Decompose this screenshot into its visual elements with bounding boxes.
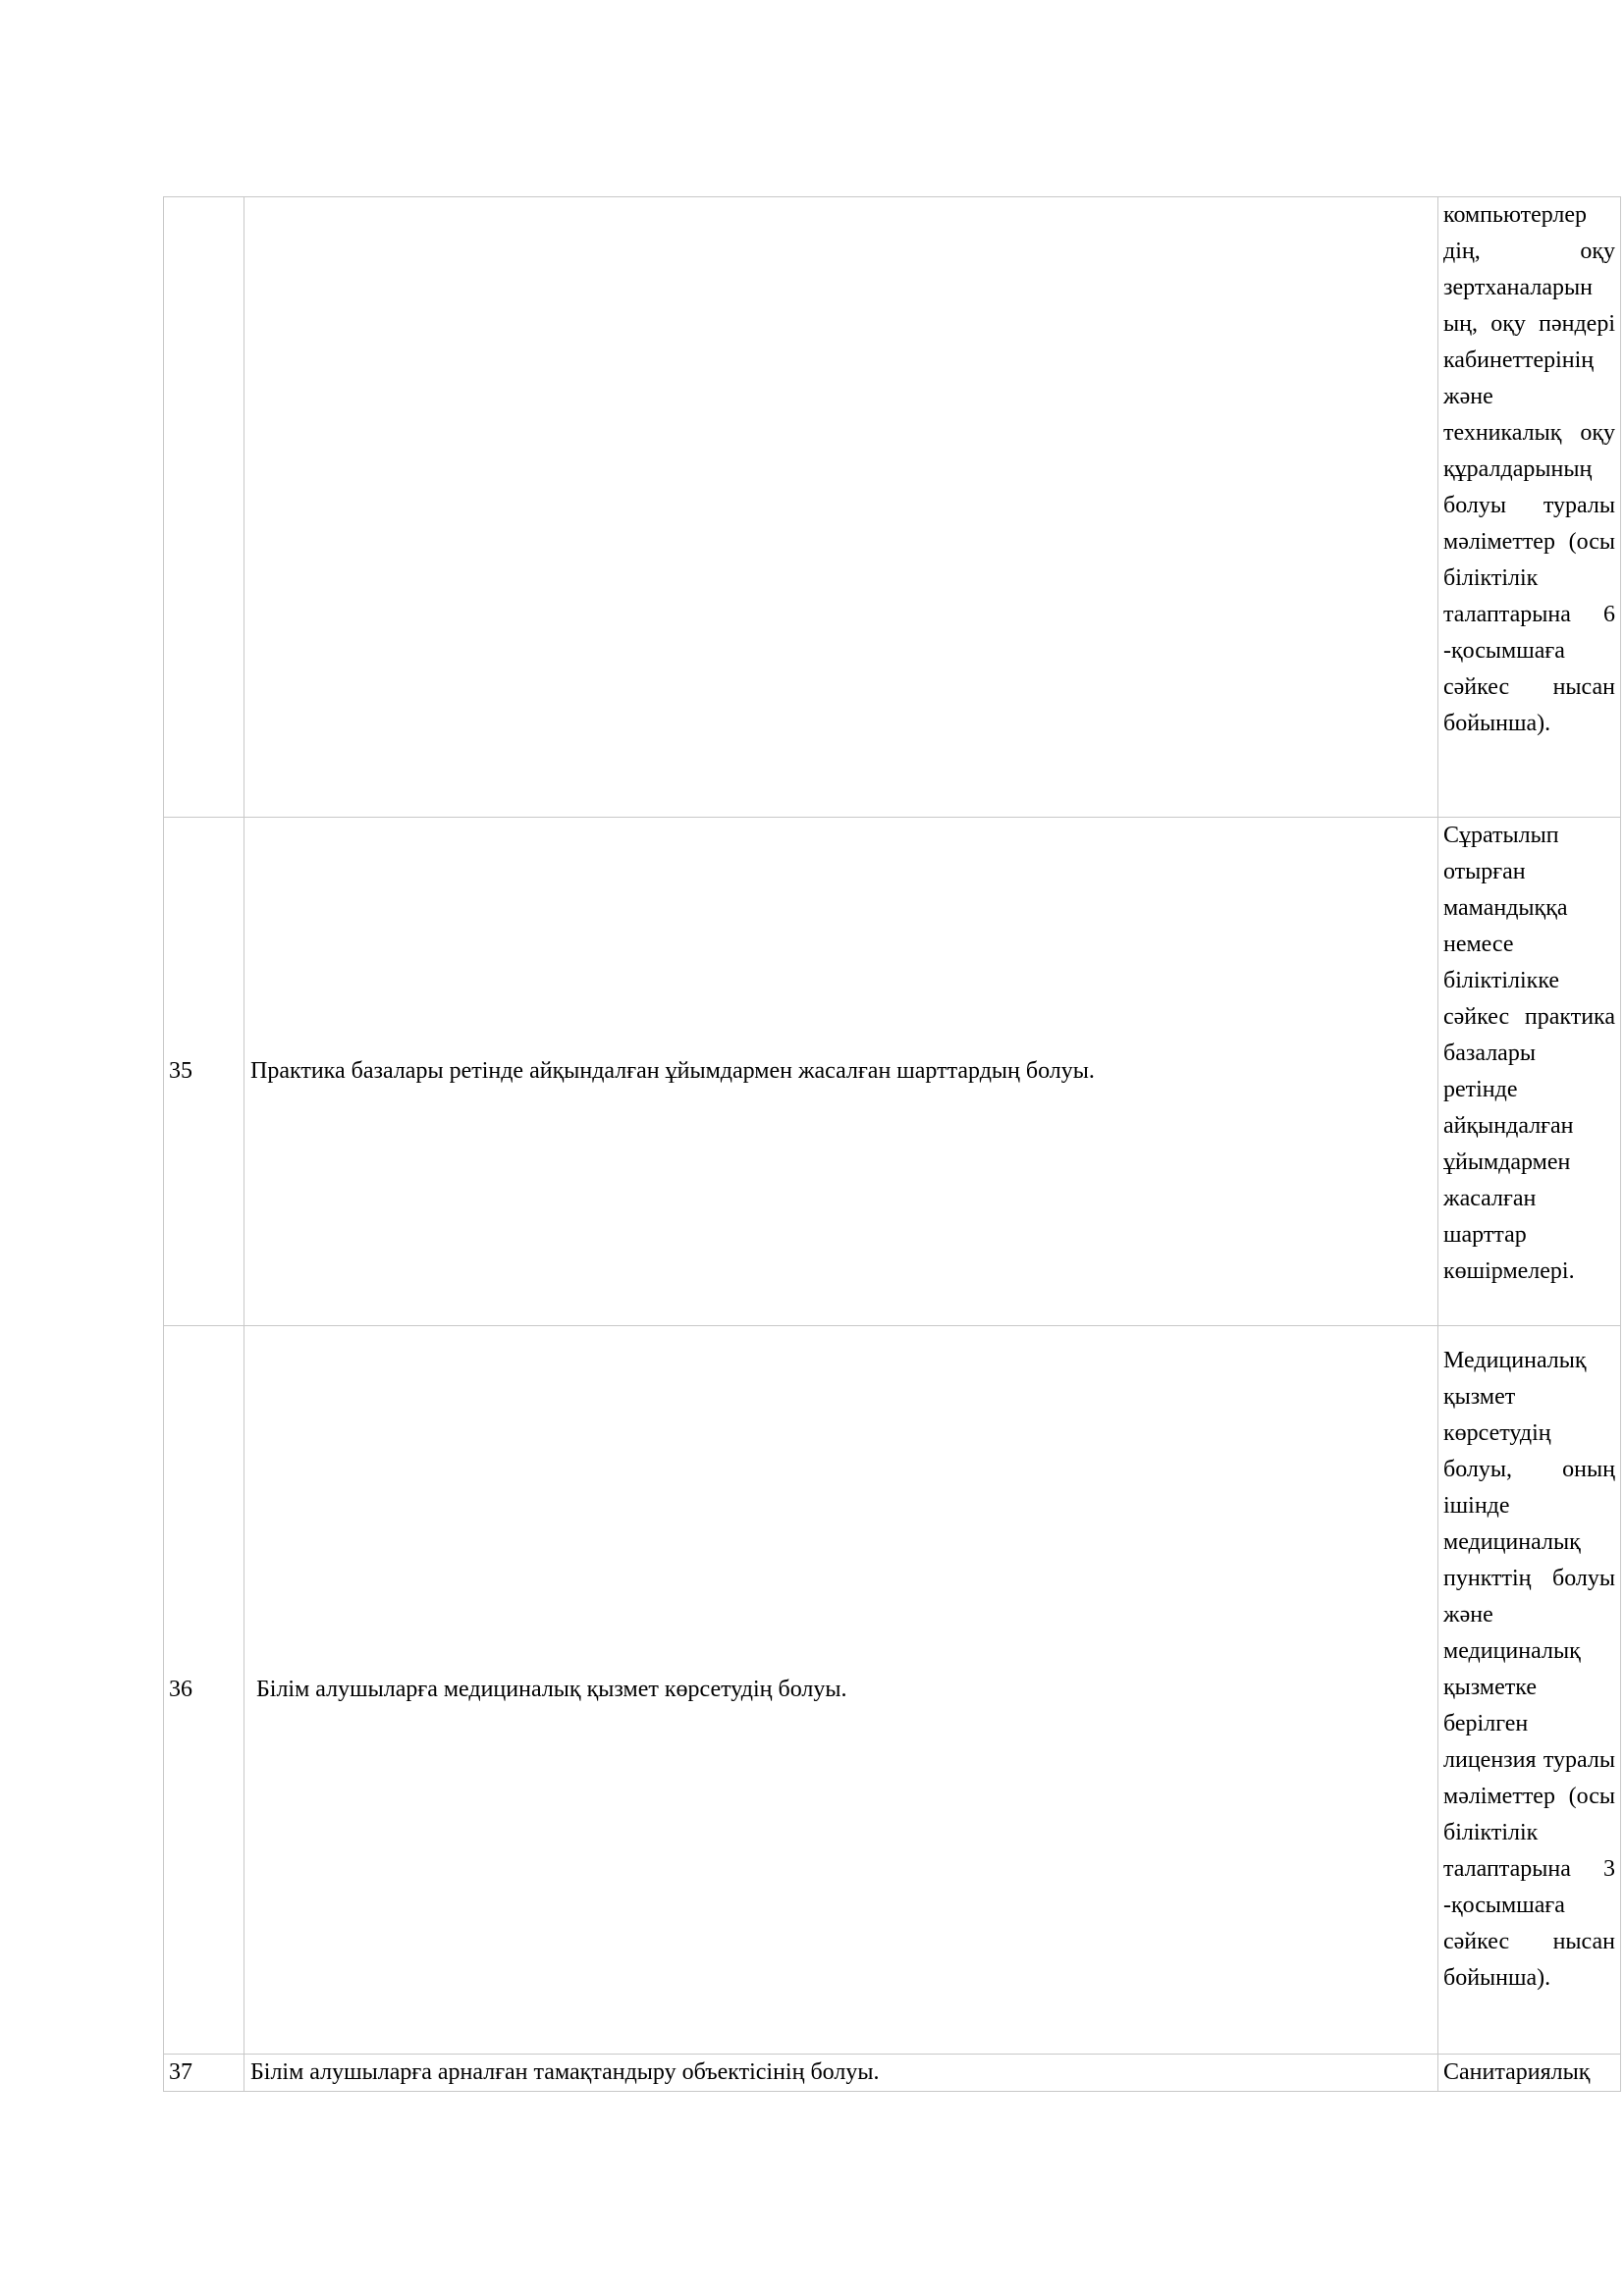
requirement-text: Практика базалары ретінде айқындалған ұйымдармен жасалған шарттардың болуы.: [250, 1058, 1095, 1084]
row-number-cell: [164, 818, 244, 1326]
requirement-text: Білім алушыларға арналған тамақтандыру объектісінің болуы.: [250, 2059, 880, 2085]
table-row: [164, 818, 1621, 1326]
documents-cell: [1438, 1326, 1621, 2055]
row-number: 36: [169, 1677, 192, 1702]
row-number: 35: [169, 1058, 192, 1084]
documents-text: компьютерлер дің, оқу зертханаларын ың, оқу пәндері кабинеттерінің және техникалық оқу құралдарының болуы туралы мәліметтер (осы біліктілік талаптарына 6 -қосымшаға сәйкес нысан бойынша).: [1443, 202, 1615, 736]
documents-text: Медициналық қызмет көрсетудің болуы, оның ішінде медициналық пункттің болуы және медициналық қызметке берілген лицензия туралы мәліметтер (осы біліктілік талаптарына 3 -қосымшаға сәйкес нысан бойынша).: [1443, 1348, 1615, 1991]
documents-cell: [1438, 2055, 1621, 2092]
requirement-cell: [244, 818, 1438, 1326]
requirements-table: [163, 196, 1621, 2092]
documents-text: Санитариялық: [1443, 2059, 1591, 2085]
row-number-cell: [164, 197, 244, 818]
requirement-cell: [244, 197, 1438, 818]
documents-cell: [1438, 197, 1621, 818]
documents-cell: [1438, 818, 1621, 1326]
requirement-text: Білім алушыларға медициналық қызмет көрсетудің болуы.: [250, 1677, 847, 1702]
table-row: [164, 2055, 1621, 2092]
documents-text: Сұратылып отырған мамандыққа немесе біліктілікке сәйкес практика базалары ретінде айқындалған ұйымдармен жасалған шарттар көшірмелері.: [1443, 823, 1615, 1284]
row-number-cell: [164, 1326, 244, 2055]
row-number-cell: [164, 2055, 244, 2092]
requirement-cell: [244, 1326, 1438, 2055]
row-number: 37: [169, 2059, 192, 2085]
requirement-cell: [244, 2055, 1438, 2092]
table-row: [164, 1326, 1621, 2055]
table-row: [164, 197, 1621, 818]
